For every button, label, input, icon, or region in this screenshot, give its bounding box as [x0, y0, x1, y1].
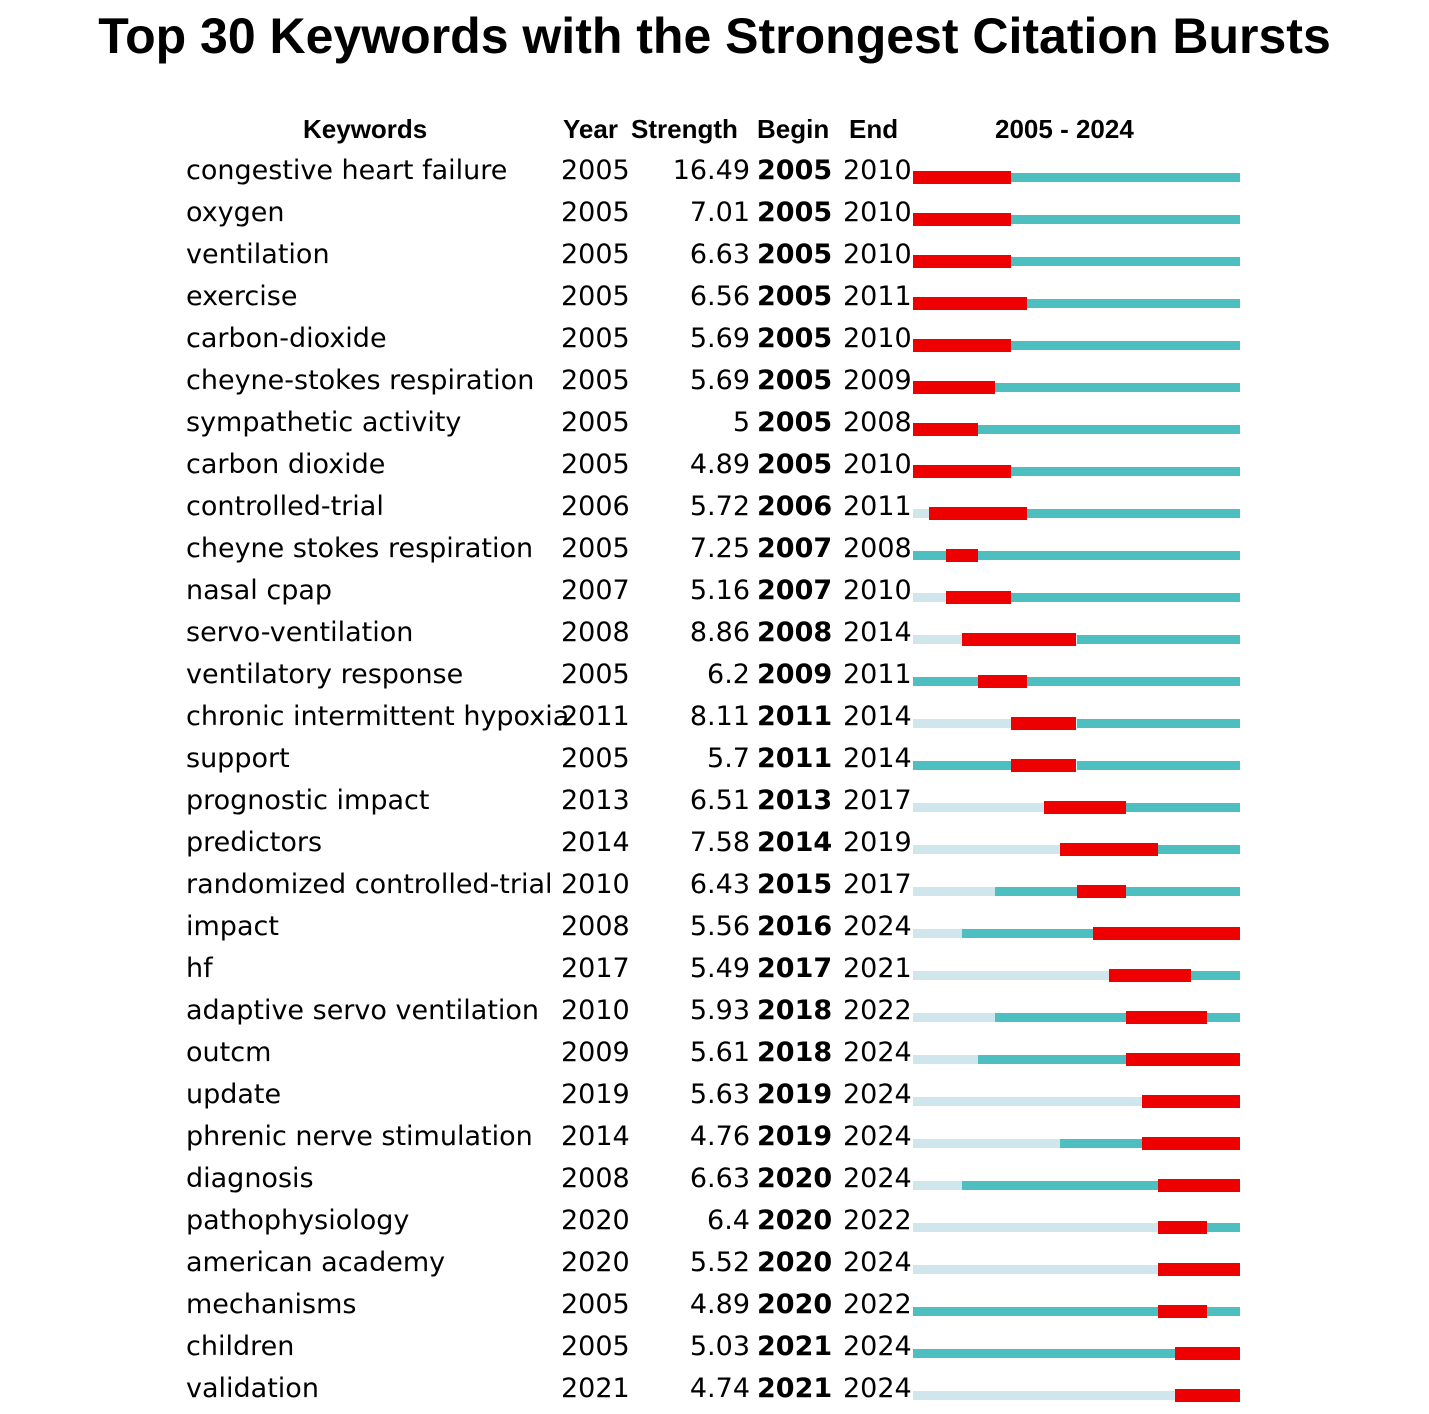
- burst-timeline: [913, 383, 1240, 392]
- begin-cell: 2020: [757, 1247, 833, 1278]
- burst-segment: [1158, 1305, 1207, 1318]
- end-cell: 2024: [843, 1121, 912, 1152]
- end-cell: 2010: [843, 239, 912, 270]
- keyword-cell: pathophysiology: [186, 1205, 410, 1236]
- begin-cell: 2007: [757, 533, 833, 564]
- table-row: [0, 1200, 1429, 1242]
- burst-segment: [946, 591, 1011, 604]
- pre-year-segment: [913, 887, 995, 896]
- burst-timeline: [913, 803, 1240, 812]
- active-segment: [1027, 677, 1240, 686]
- burst-timeline: [913, 1055, 1240, 1064]
- chart-title: Top 30 Keywords with the Strongest Citation Bursts: [98, 8, 1331, 64]
- begin-cell: 2018: [757, 995, 833, 1026]
- burst-segment: [913, 213, 1011, 226]
- burst-segment: [1175, 1347, 1240, 1360]
- active-segment: [962, 929, 1093, 938]
- burst-segment: [1126, 1011, 1208, 1024]
- table-row: [0, 1326, 1429, 1368]
- end-cell: 2024: [843, 1163, 912, 1194]
- strength-cell: 5.61: [689, 1037, 750, 1068]
- end-cell: 2010: [843, 449, 912, 480]
- year-cell: 2014: [561, 827, 630, 858]
- keyword-cell: servo-ventilation: [186, 617, 414, 648]
- keyword-cell: prognostic impact: [186, 785, 430, 816]
- active-segment: [995, 383, 1240, 392]
- active-segment: [913, 677, 978, 686]
- keyword-cell: ventilatory response: [186, 659, 464, 690]
- begin-cell: 2011: [757, 701, 833, 732]
- active-segment: [962, 1181, 1158, 1190]
- pre-year-segment: [913, 803, 1044, 812]
- table-row: [0, 1074, 1429, 1116]
- year-cell: 2005: [561, 407, 630, 438]
- table-row: [0, 738, 1429, 780]
- active-segment: [1207, 1307, 1240, 1316]
- active-segment: [1027, 509, 1240, 518]
- keyword-cell: mechanisms: [186, 1289, 357, 1320]
- burst-segment: [929, 507, 1027, 520]
- burst-timeline: [913, 215, 1240, 224]
- burst-segment: [1077, 885, 1126, 898]
- pre-year-segment: [913, 593, 946, 602]
- year-cell: 2009: [561, 1037, 630, 1068]
- burst-timeline: [913, 425, 1240, 434]
- year-cell: 2020: [561, 1247, 630, 1278]
- burst-timeline: [913, 1097, 1240, 1106]
- table-row: [0, 444, 1429, 486]
- begin-cell: 2019: [757, 1079, 833, 1110]
- year-cell: 2005: [561, 155, 630, 186]
- table-row: [0, 1158, 1429, 1200]
- burst-segment: [1060, 843, 1158, 856]
- keyword-cell: diagnosis: [186, 1163, 314, 1194]
- burst-timeline: [913, 1265, 1240, 1274]
- year-cell: 2005: [561, 743, 630, 774]
- pre-year-segment: [913, 1265, 1158, 1274]
- strength-cell: 7.25: [689, 533, 750, 564]
- burst-segment: [913, 423, 978, 436]
- year-cell: 2005: [561, 239, 630, 270]
- keyword-cell: carbon-dioxide: [186, 323, 387, 354]
- table-row: [0, 696, 1429, 738]
- active-segment: [1077, 761, 1241, 770]
- keyword-cell: controlled-trial: [186, 491, 384, 522]
- active-segment: [1207, 1223, 1240, 1232]
- table-row: [0, 654, 1429, 696]
- burst-timeline: [913, 1013, 1240, 1022]
- strength-cell: 7.01: [689, 197, 750, 228]
- end-cell: 2014: [843, 743, 912, 774]
- strength-cell: 5.16: [689, 575, 750, 606]
- year-cell: 2005: [561, 449, 630, 480]
- active-segment: [995, 887, 1077, 896]
- keyword-cell: chronic intermittent hypoxia: [186, 701, 570, 732]
- strength-cell: 6.4: [707, 1205, 750, 1236]
- active-segment: [995, 1013, 1126, 1022]
- begin-cell: 2020: [757, 1289, 833, 1320]
- begin-cell: 2011: [757, 743, 833, 774]
- year-cell: 2005: [561, 323, 630, 354]
- year-cell: 2010: [561, 869, 630, 900]
- table-row: [0, 1284, 1429, 1326]
- pre-year-segment: [913, 1055, 978, 1064]
- burst-timeline: [913, 299, 1240, 308]
- year-cell: 2019: [561, 1079, 630, 1110]
- keyword-cell: adaptive servo ventilation: [186, 995, 540, 1026]
- burst-segment: [913, 255, 1011, 268]
- active-segment: [1011, 215, 1240, 224]
- end-cell: 2024: [843, 1331, 912, 1362]
- begin-cell: 2005: [757, 323, 833, 354]
- table-row: [0, 780, 1429, 822]
- year-cell: 2014: [561, 1121, 630, 1152]
- begin-cell: 2005: [757, 365, 833, 396]
- strength-cell: 5.93: [689, 995, 750, 1026]
- end-cell: 2021: [843, 953, 912, 984]
- burst-segment: [913, 465, 1011, 478]
- keyword-cell: sympathetic activity: [186, 407, 462, 438]
- begin-cell: 2015: [757, 869, 833, 900]
- end-cell: 2011: [843, 281, 912, 312]
- strength-cell: 8.86: [689, 617, 750, 648]
- strength-cell: 5.56: [689, 911, 750, 942]
- pre-year-segment: [913, 635, 962, 644]
- active-segment: [1191, 971, 1240, 980]
- burst-segment: [1044, 801, 1126, 814]
- strength-cell: 5.69: [689, 323, 750, 354]
- pre-year-segment: [913, 929, 962, 938]
- keyword-cell: carbon dioxide: [186, 449, 386, 480]
- pre-year-segment: [913, 1391, 1175, 1400]
- strength-cell: 5.49: [689, 953, 750, 984]
- end-cell: 2024: [843, 1079, 912, 1110]
- begin-cell: 2005: [757, 197, 833, 228]
- table-row: [0, 318, 1429, 360]
- year-cell: 2005: [561, 1289, 630, 1320]
- burst-segment: [946, 549, 979, 562]
- year-cell: 2005: [561, 197, 630, 228]
- begin-cell: 2018: [757, 1037, 833, 1068]
- table-row: [0, 990, 1429, 1032]
- pre-year-segment: [913, 1097, 1142, 1106]
- year-cell: 2006: [561, 491, 630, 522]
- active-segment: [913, 1307, 1158, 1316]
- end-cell: 2022: [843, 1289, 912, 1320]
- end-cell: 2024: [843, 1247, 912, 1278]
- year-cell: 2010: [561, 995, 630, 1026]
- begin-cell: 2019: [757, 1121, 833, 1152]
- end-cell: 2010: [843, 575, 912, 606]
- pre-year-segment: [913, 1181, 962, 1190]
- year-cell: 2017: [561, 953, 630, 984]
- year-cell: 2005: [561, 281, 630, 312]
- pre-year-segment: [913, 1139, 1060, 1148]
- burst-timeline: [913, 1349, 1240, 1358]
- strength-cell: 6.56: [689, 281, 750, 312]
- begin-cell: 2009: [757, 659, 833, 690]
- burst-timeline: [913, 1139, 1240, 1148]
- active-segment: [978, 551, 1240, 560]
- keyword-cell: exercise: [186, 281, 298, 312]
- keyword-cell: hf: [186, 953, 213, 984]
- burst-segment: [913, 381, 995, 394]
- end-cell: 2009: [843, 365, 912, 396]
- active-segment: [978, 1055, 1125, 1064]
- active-segment: [1011, 173, 1240, 182]
- strength-cell: 5.72: [689, 491, 750, 522]
- burst-segment: [1109, 969, 1191, 982]
- burst-segment: [1158, 1179, 1240, 1192]
- burst-timeline: [913, 1223, 1240, 1232]
- year-cell: 2008: [561, 911, 630, 942]
- year-cell: 2011: [561, 701, 630, 732]
- burst-segment: [1175, 1389, 1240, 1402]
- strength-cell: 5.7: [707, 743, 750, 774]
- begin-cell: 2005: [757, 281, 833, 312]
- active-segment: [1027, 299, 1240, 308]
- pre-year-segment: [913, 1013, 995, 1022]
- burst-timeline: [913, 929, 1240, 938]
- table-row: [0, 612, 1429, 654]
- active-segment: [1011, 257, 1240, 266]
- active-segment: [1011, 593, 1240, 602]
- strength-cell: 7.58: [689, 827, 750, 858]
- keyword-cell: impact: [186, 911, 279, 942]
- end-cell: 2011: [843, 491, 912, 522]
- end-cell: 2010: [843, 323, 912, 354]
- burst-segment: [1142, 1095, 1240, 1108]
- begin-cell: 2007: [757, 575, 833, 606]
- strength-cell: 6.63: [689, 1163, 750, 1194]
- end-cell: 2022: [843, 1205, 912, 1236]
- keyword-cell: cheyne-stokes respiration: [186, 365, 535, 396]
- burst-segment: [978, 675, 1027, 688]
- table-row: [0, 948, 1429, 990]
- table-row: [0, 1242, 1429, 1284]
- keyword-cell: validation: [186, 1373, 319, 1404]
- year-cell: 2007: [561, 575, 630, 606]
- year-cell: 2013: [561, 785, 630, 816]
- strength-cell: 4.76: [689, 1121, 750, 1152]
- strength-cell: 5: [732, 407, 750, 438]
- keyword-cell: update: [186, 1079, 282, 1110]
- burst-segment: [1126, 1053, 1240, 1066]
- begin-cell: 2020: [757, 1163, 833, 1194]
- burst-timeline: [913, 173, 1240, 182]
- table-row: [0, 486, 1429, 528]
- burst-timeline: [913, 887, 1240, 896]
- begin-cell: 2006: [757, 491, 833, 522]
- year-cell: 2020: [561, 1205, 630, 1236]
- burst-segment: [1142, 1137, 1240, 1150]
- table-row: [0, 570, 1429, 612]
- active-segment: [1060, 1139, 1142, 1148]
- burst-timeline: [913, 719, 1240, 728]
- strength-cell: 4.89: [689, 1289, 750, 1320]
- end-cell: 2024: [843, 1373, 912, 1404]
- active-segment: [1077, 719, 1241, 728]
- end-cell: 2019: [843, 827, 912, 858]
- keyword-cell: randomized controlled-trial: [186, 869, 553, 900]
- burst-timeline: [913, 509, 1240, 518]
- end-cell: 2008: [843, 533, 912, 564]
- pre-year-segment: [913, 509, 929, 518]
- year-cell: 2005: [561, 1331, 630, 1362]
- active-segment: [913, 761, 1011, 770]
- table-row: [0, 150, 1429, 192]
- table-row: [0, 402, 1429, 444]
- strength-cell: 4.74: [689, 1373, 750, 1404]
- burst-segment: [1093, 927, 1240, 940]
- year-cell: 2005: [561, 365, 630, 396]
- begin-cell: 2005: [757, 407, 833, 438]
- active-segment: [1011, 467, 1240, 476]
- active-segment: [978, 425, 1240, 434]
- burst-timeline: [913, 845, 1240, 854]
- begin-cell: 2021: [757, 1331, 833, 1362]
- begin-cell: 2008: [757, 617, 833, 648]
- end-cell: 2014: [843, 701, 912, 732]
- table-row: [0, 864, 1429, 906]
- keyword-cell: congestive heart failure: [186, 155, 508, 186]
- active-segment: [1207, 1013, 1240, 1022]
- begin-cell: 2005: [757, 449, 833, 480]
- keyword-cell: cheyne stokes respiration: [186, 533, 534, 564]
- end-cell: 2014: [843, 617, 912, 648]
- table-row: [0, 1368, 1429, 1410]
- burst-segment: [962, 633, 1076, 646]
- burst-timeline: [913, 971, 1240, 980]
- table-row: [0, 192, 1429, 234]
- strength-cell: 6.2: [707, 659, 750, 690]
- keyword-cell: oxygen: [186, 197, 285, 228]
- burst-timeline: [913, 1391, 1240, 1400]
- keyword-cell: phrenic nerve stimulation: [186, 1121, 533, 1152]
- end-cell: 2008: [843, 407, 912, 438]
- timeline-range-header: 2005 - 2024: [995, 114, 1134, 144]
- pre-year-segment: [913, 719, 1011, 728]
- year-header: Year: [563, 114, 618, 144]
- end-cell: 2017: [843, 785, 912, 816]
- active-segment: [1077, 635, 1241, 644]
- table-row: [0, 1116, 1429, 1158]
- active-segment: [1011, 341, 1240, 350]
- burst-timeline: [913, 551, 1240, 560]
- keyword-cell: predictors: [186, 827, 323, 858]
- burst-timeline: [913, 635, 1240, 644]
- burst-segment: [913, 171, 1011, 184]
- keyword-cell: children: [186, 1331, 295, 1362]
- strength-cell: 5.03: [689, 1331, 750, 1362]
- table-row: [0, 234, 1429, 276]
- table-row: [0, 906, 1429, 948]
- strength-cell: 4.89: [689, 449, 750, 480]
- active-segment: [1126, 887, 1240, 896]
- burst-timeline: [913, 593, 1240, 602]
- burst-timeline: [913, 1307, 1240, 1316]
- burst-segment: [1158, 1263, 1240, 1276]
- active-segment: [913, 551, 946, 560]
- begin-cell: 2016: [757, 911, 833, 942]
- begin-cell: 2005: [757, 155, 833, 186]
- pre-year-segment: [913, 971, 1109, 980]
- strength-cell: 5.63: [689, 1079, 750, 1110]
- burst-timeline: [913, 257, 1240, 266]
- keyword-cell: american academy: [186, 1247, 446, 1278]
- active-segment: [913, 1349, 1175, 1358]
- burst-timeline: [913, 1181, 1240, 1190]
- burst-timeline: [913, 761, 1240, 770]
- end-cell: 2010: [843, 197, 912, 228]
- strength-cell: 6.51: [689, 785, 750, 816]
- begin-cell: 2017: [757, 953, 833, 984]
- begin-cell: 2005: [757, 239, 833, 270]
- burst-segment: [913, 339, 1011, 352]
- end-cell: 2011: [843, 659, 912, 690]
- strength-cell: 8.11: [689, 701, 750, 732]
- begin-cell: 2020: [757, 1205, 833, 1236]
- strength-cell: 16.49: [672, 155, 750, 186]
- year-cell: 2005: [561, 533, 630, 564]
- burst-segment: [1011, 717, 1076, 730]
- keyword-cell: outcm: [186, 1037, 272, 1068]
- begin-cell: 2014: [757, 827, 833, 858]
- end-cell: 2010: [843, 155, 912, 186]
- table-row: [0, 528, 1429, 570]
- strength-header: Strength: [631, 114, 738, 144]
- year-cell: 2005: [561, 659, 630, 690]
- active-segment: [1158, 845, 1240, 854]
- keywords-header: Keywords: [303, 114, 428, 144]
- begin-cell: 2021: [757, 1373, 833, 1404]
- strength-cell: 6.43: [689, 869, 750, 900]
- end-cell: 2024: [843, 911, 912, 942]
- table-row: [0, 276, 1429, 318]
- end-cell: 2022: [843, 995, 912, 1026]
- strength-cell: 5.69: [689, 365, 750, 396]
- strength-cell: 5.52: [689, 1247, 750, 1278]
- burst-segment: [1011, 759, 1076, 772]
- burst-timeline: [913, 341, 1240, 350]
- keyword-cell: nasal cpap: [186, 575, 333, 606]
- begin-header: Begin: [757, 114, 830, 144]
- year-cell: 2008: [561, 617, 630, 648]
- end-cell: 2017: [843, 869, 912, 900]
- year-cell: 2021: [561, 1373, 630, 1404]
- burst-segment: [1158, 1221, 1207, 1234]
- pre-year-segment: [913, 1223, 1158, 1232]
- table-row: [0, 360, 1429, 402]
- year-cell: 2008: [561, 1163, 630, 1194]
- table-row: [0, 1032, 1429, 1074]
- burst-segment: [913, 297, 1027, 310]
- keyword-cell: ventilation: [186, 239, 330, 270]
- keyword-cell: support: [186, 743, 290, 774]
- begin-cell: 2013: [757, 785, 833, 816]
- end-header: End: [849, 114, 899, 144]
- table-row: [0, 822, 1429, 864]
- strength-cell: 6.63: [689, 239, 750, 270]
- end-cell: 2024: [843, 1037, 912, 1068]
- active-segment: [1126, 803, 1240, 812]
- burst-timeline: [913, 467, 1240, 476]
- pre-year-segment: [913, 845, 1060, 854]
- burst-timeline: [913, 677, 1240, 686]
